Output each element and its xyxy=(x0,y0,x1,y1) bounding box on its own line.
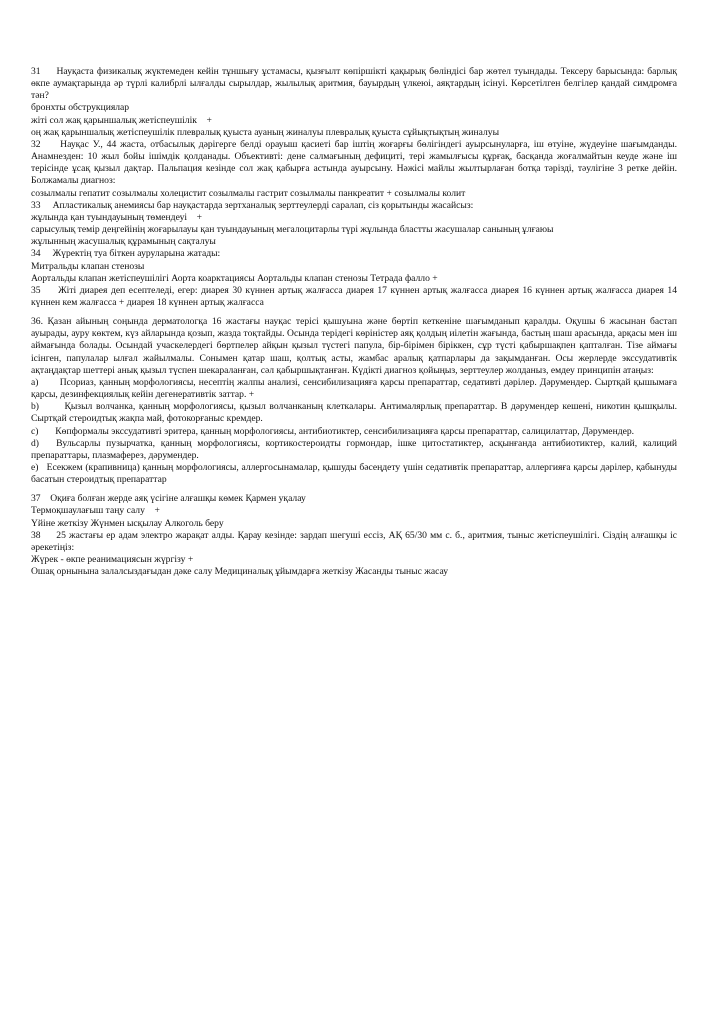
q34-option-2: Аортальды клапан жетіспеушілігі Аорта коарктациясы Аортальды клапан стенозы Тетрада фалло + xyxy=(31,272,438,284)
question-31-text: 31 Науқаста физикалық жүктемеден кейін тұншығу ұстамасы, қызғылт көпіршікті қақырық бөліндісі бар жөтел туындады. Тексеру барысында: барлық өкпе аумақтарында әр түрлі калибрлі ылғалды сырылдар, жылылық аритмия, бауырдың үлкеюі, аяқтардың ісінуі. Көрсетілген белгілер қандай симдромға тән? xyxy=(31,66,677,102)
q36-option-c-text: Көпформалы экссудативті эритера, қанның морфологиясы, антибиотиктер, сенсибилизацияға қарсы препараттар, салицилаттар, Дәрумендер. xyxy=(55,425,635,437)
q36-option-d-text: Вульсарлы пузырчатка, қанның морфологиясы, кортикостероидты гормондар, ішке цитостатиктер, асқынғанда антибиотиктер, калий, калиций препараттары, плазмаферез, дәрумендер. xyxy=(31,437,677,461)
q33-option-3: жұлынның жасушалық құрамының сақталуы xyxy=(31,236,216,248)
question-37 xyxy=(31,493,677,529)
question-38-text: 38 25 жастағы ер адам электро жарақат алды. Қарау кезінде: зардап шегуші ессіз, АҚ 65/30 мм с. б., аритмия, тыныс жетіспеушілігі. Сіздің алғашқы іс әрекетіңіз: xyxy=(31,529,677,553)
q36-option-a-letter: a) xyxy=(31,376,39,388)
q36-option-e-letter: e) xyxy=(31,462,39,473)
question-36 xyxy=(31,316,677,486)
q36-option-d xyxy=(31,438,677,462)
q37-option-2: Үйіне жеткізу Жүнмен ысқылау Алкоголь беру xyxy=(31,517,224,529)
q33-option-2: сарысулық темір деңгейінің жоғарылауы қан туындауының мегалоцитарлы түрі жұлында бластты жасушалар санының ұлғаюы xyxy=(31,224,554,236)
q36-option-b-text: Қызыл волчанка, қанның морфологиясы, қызыл волчанканың клеткалары. Антималярлық препараттар. В дәрумендер кешені, никотин қышқылы. Сыртқай стероидтық жақпа май, фотокорғаныс кремдер. xyxy=(31,401,677,425)
q36-option-b-letter: b) xyxy=(31,401,39,413)
q31-option-1: бронхты обструкциялар xyxy=(31,102,130,114)
question-34-text: 34 Жүректің туа біткен ауруларына жатады: xyxy=(31,248,221,260)
q36-option-d-letter: d) xyxy=(31,437,39,449)
q31-option-3: оң жақ қарыншалық жетіспеушілік плевралық қуыста ауаның жиналуы плевралық қуыста сұйықтықтың жиналуы xyxy=(31,126,500,138)
q37-option-1: Термоқшаулағыш таңу салу + xyxy=(31,505,160,517)
question-32 xyxy=(31,139,677,200)
document-page xyxy=(31,66,677,578)
q34-option-1: Митральды клапан стенозы xyxy=(31,260,145,272)
question-38 xyxy=(31,530,677,579)
question-31 xyxy=(31,66,677,139)
q31-option-2: жіті сол жақ қарыншалық жетіспеушілік + xyxy=(31,114,212,126)
q36-option-e xyxy=(31,462,677,486)
question-33-text: 33 Апластикалық анемиясы бар науқастарда зертханалық зерттеулерді саралап, сіз қорытынды жасайсыз: xyxy=(31,199,474,211)
question-37-text: 37 Оқиға болған жерде аяқ үсігіне алғашқы көмек Қармен уқалау xyxy=(31,493,306,505)
q38-option-2: Ошақ орнынына залалсыздағыдан дәке салу Медициналық ұйымдарға жеткізу Жасанды тыныс жасау xyxy=(31,566,449,578)
q36-option-e-text: Есекжем (крапивница) қанның морфологиясы, аллергосынамалар, қышуды бәсеңдету үшін седативтік препараттар, аллергияға қарсы дәрілер, қабынуды басатын стероидтық препараттар xyxy=(31,462,677,486)
q36-option-c-letter: c) xyxy=(31,425,39,437)
question-32-text: 32 Науқас У., 44 жаста, отбасылық дәрігерге белді орауыш қасиеті бар іштің жоғарғы бөлігіндегі ауырсынуларға, іш өтуіне, жүдеуіне шағымданды. Анамнезден: 10 жыл бойы ішімдік қолданады. Объективті: дене салмағының дефициті, тері жамылғысы құрғақ, басқанда жоғалмайтын кеуде және іш терісінде ұсақ қызыл дақтар. Пальпация кезінде сол жақ қабырға астында ауырсыну. Нәжісі майлы жылтырлаған ботқа тәрізді, тәулігіне 3 ретке дейін. Болжамалы диагноз: xyxy=(31,138,677,187)
q36-option-c xyxy=(31,426,677,438)
q36-option-b xyxy=(31,401,677,425)
question-36-text: 36. Қазан айының соңында дерматологқа 16 жастағы науқас терісі қышуына және бөртіп кеткеніне шағымданып қаралды. Оқушы 6 жасынан бастап ауырады, ауру көктем, күз айларында қозып, жазда тоқтайды. Осында терідегі көріністер аяқ қолдың иілетін жағында, бастың шаш арасында, арқасы мен іш аймағында болады. Осындай учаскелердегі бөртпелер айқын қызыл түстегі папула, бір-бірімен біріккен, сұр түсті қабыршақпен қапталған. Тізе аймағы ісінген, папулалар ылғал жайылмалы. Сонымен қатар шаш, қолтық асты, жамбас аралық қатпарлары да зақымданған. Осы жерлерде экссудативтік ақтаңдақтар шеттері анық қызыл түспен шекараланған, сәл қабыршықтанған. Күдікті диагноз қойыңыз, зерттеулер жолданыз, емдеу принципін атаңыз: xyxy=(31,316,677,376)
q36-option-a xyxy=(31,377,677,401)
q33-option-1: жұлында қан туындауының төмендеуі + xyxy=(31,211,203,223)
q32-options: созылмалы гепатит созылмалы холецистит созылмалы гастрит созылмалы панкреатит + созылмалы колит xyxy=(31,187,466,199)
question-35-text: 35 Жіті диарея деп есептеледі, егер: диарея 30 күннен артық жалғасса диарея 17 күннен артық жалғасса диарея 16 күннен артық жалғасса диарея 14 күннен кем жалғасса + диарея 18 күннен артық жалғасса xyxy=(31,284,677,308)
question-35 xyxy=(31,285,677,309)
question-34 xyxy=(31,248,677,284)
q38-option-1: Жүрек - өкпе реанимациясын жүргізу + xyxy=(31,554,194,566)
question-33 xyxy=(31,200,677,249)
q36-option-a-text: Псориаз, қанның морфологиясы, несептің жалпы анализі, сенсибилизацияға қарсы препараттар, седативті дәрілер. Дәрумендер. Сыртқай қышымаға қарсы, дезинфекциялық кейін дегенеративтік заттар. + xyxy=(31,376,677,401)
